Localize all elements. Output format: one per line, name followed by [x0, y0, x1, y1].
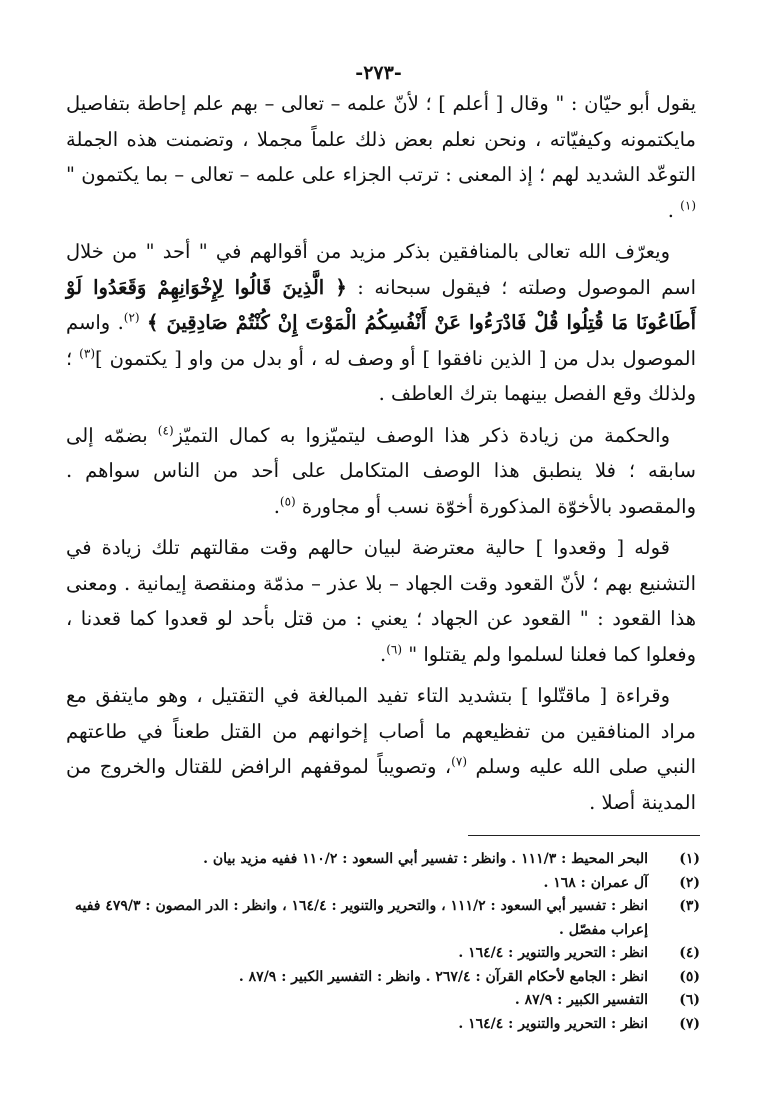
footnote-ref-6: (٦): [386, 642, 403, 656]
paragraph-text: والحكمة من زيادة ذكر هذا الوصف ليتميّزوا به كمال التميّز: [173, 423, 670, 447]
paragraph-text: ؛ ولذلك وقع الفصل بينهما بترك العاطف .: [66, 346, 696, 405]
footnotes: [60, 848, 700, 1036]
footnote-text: انظر : الجامع لأحكام القرآن : ٢٦٧/٤ . وانظر : التفسير الكبير : ٨٧/٩ .: [238, 968, 648, 985]
footnote-ref-3: (٣): [79, 346, 95, 360]
footnote-ref-7: (٧): [451, 754, 467, 769]
footnote-1: [60, 848, 700, 872]
footnote-text: آل عمران : ١٦٨ .: [543, 874, 648, 891]
footnote-text: انظر : التحرير والتنوير : ١٦٤/٤ .: [458, 945, 648, 961]
footnote-ref-2: (٢): [123, 310, 140, 325]
paragraph-4: [66, 530, 696, 672]
footnote-text: انظر : تفسير أبي السعود : ١١١/٢ ، والتحرير والتنوير : ١٦٤/٤ ، وانظر : الدر المصون : ٤٧٩/٣ ففيه إعراب مفصّل .: [74, 898, 648, 938]
footnote-7: [60, 1013, 700, 1037]
footnote-ref-5: (٥): [279, 494, 296, 508]
page-number: -٢٧٣-: [355, 62, 402, 84]
paragraph-3: [66, 418, 696, 525]
paragraph-text: . واسم الموصول بدل من [ الذين نافقوا ] أو وصف له ، أو بدل من واو [ يكتمون ]: [66, 311, 696, 370]
footnote-text: البحر المحيط : ١١١/٣ . وانظر : تفسير أبي السعود : ١١٠/٢ ففيه مزيد بيان .: [203, 851, 648, 867]
paragraph-text: قوله [ وقعدوا ] حالية معترضة لبيان حالهم وقت مقالتهم تلك زيادة في التشنيع بهم ؛ لأنّ القعود وقت الجهاد – بلا عذر – مذمّة ومنقصة إيمانية . ومعنى هذا القعود : " القعود عن الجهاد ؛ يعني : من قتل بأحد لو قعدوا كما قعدنا ، وفعلوا كما فعلنا لسلموا ولم يقتلوا ": [66, 536, 696, 666]
footnote-2: [60, 872, 700, 896]
footnote-divider: [468, 835, 700, 836]
quran-verse: ﴿ الَّذِينَ قَالُوا لِإِخْوَانِهِمْ وَقَعَدُوا لَوْ أَطَاعُونَا مَا قُتِلُوا قُلْ فَادْرَءُوا عَنْ أَنْفُسِكُمُ الْمَوْتَ إِنْ كُنْتُمْ صَادِقِينَ ﴾: [66, 275, 696, 334]
footnote-ref-1: (١): [680, 198, 696, 212]
footnote-4: [60, 942, 700, 966]
footnote-3: [60, 895, 700, 942]
paragraph-text: بضمّه إلى سابقه ؛ فلا ينطبق هذا الوصف المتكامل على أحد من الناس سواهم . والمقصود بالأخوّة المذكورة أخوّة نسب أو مجاورة: [66, 423, 696, 518]
paragraph-text: ويعرّف الله تعالى بالمنافقين بذكر مزيد من أقوالهم في " أحد " من خلال اسم الموصول وصلته ؛ فيقول سبحانه :: [66, 240, 696, 299]
paragraph-text: .: [667, 198, 681, 222]
paragraph-5: [66, 678, 696, 820]
paragraph-text: .: [379, 642, 387, 666]
paragraph-1: [66, 86, 696, 228]
footnote-text: انظر : التحرير والتنوير : ١٦٤/٤ .: [458, 1015, 648, 1032]
paragraph-text: وقراءة [ ماقتّلوا ] بتشديد التاء تفيد المبالغة في التقتيل ، وهو مايتفق مع مراد المنافقين من تفظيعهم ما أصاب إخوانهم من القتل طعناً في طاعتهم النبي صلى الله عليه وسلم: [66, 684, 696, 778]
footnote-number: (٧): [679, 1015, 700, 1032]
paragraph-text: يقول أبو حيّان : " وقال [ أعلم ] ؛ لأنّ علمه – تعالى – بهم علم إحاطة بتفاصيل مايكتمونه وكيفيّاته ، ونحن نعلم بعض ذلك علماً مجملا ، وتضمنت هذه الجملة التوعّد الشديد لهم ؛ إذ المعنى : ترتب الجزاء على علمه – تعالى – بما يكتمون ": [66, 92, 696, 186]
paragraph-text: .: [273, 494, 280, 518]
paragraph-text: ، وتصويباً لموقفهم الرافض للقتال والخروج من المدينة أصلا .: [66, 755, 696, 814]
paragraph-2: [66, 234, 696, 412]
footnote-number: (١): [679, 851, 700, 867]
footnote-number: (٥): [679, 968, 700, 985]
footnote-5: [60, 966, 700, 990]
footnote-number: (٣): [679, 898, 700, 914]
body-text: [66, 86, 696, 826]
footnote-ref-4: (٤): [157, 423, 174, 437]
footnote-number: (٦): [679, 992, 700, 1008]
footnote-6: [60, 989, 700, 1013]
footnote-text: التفسير الكبير : ٨٧/٩ .: [514, 992, 648, 1008]
footnote-number: (٢): [679, 874, 700, 891]
footnote-number: (٤): [679, 945, 700, 961]
